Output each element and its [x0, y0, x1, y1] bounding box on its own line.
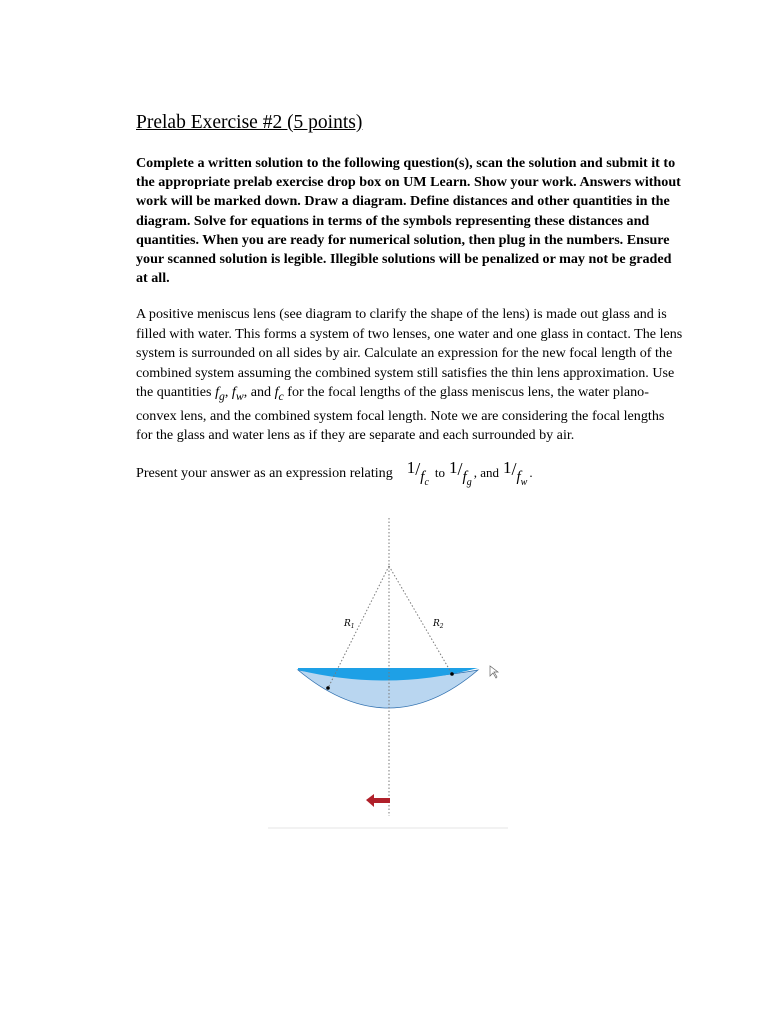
present-answer-line: [136, 459, 533, 489]
present-text: Present your answer as an expression relating: [136, 465, 393, 481]
r1-label: $R_1$: [344, 619, 355, 630]
instructions-paragraph: Complete a written solution to the following question(s), scan the solution and submit it to the appropriate prelab exercise drop box on UM Learn. Show your work. Answers without work will be marked down. Draw a diagram. Define distances and other quantities in the diagram. Solve for equations in terms of the symbols representing these distances and quantities. When you are ready for numerical solution, then plug in the numbers. Ensure your scanned solution is legible. Illegible solutions will be penalized or may not be graded at all.: [136, 155, 681, 287]
fraction-1-over-fc: $1/f_c$: [406, 458, 429, 488]
lens-diagram: [268, 516, 508, 832]
page-title: Prelab Exercise #2 (5 points): [136, 112, 363, 133]
separator: ,: [224, 384, 232, 401]
lens-diagram-svg: [268, 516, 508, 832]
symbol-fg: $f_g$: [215, 384, 225, 404]
fraction-1-over-fg: $1/f_g$: [449, 458, 472, 488]
connector-to: to: [434, 465, 446, 480]
r2-label: $R_2$: [433, 619, 444, 630]
symbol-fw: $f_w$: [231, 384, 244, 404]
r2-endpoint: [450, 672, 454, 676]
connector-and: , and: [473, 465, 499, 480]
problem-text-2: for the focal lengths of the glass meniscus lens, the water plano-convex lens, and the combined system focal length. Note we are considering the focal lengths for the glass and water lens as if they are separate and each surrounded by air.: [136, 384, 665, 444]
symbol-fc: $f_c$: [274, 384, 284, 404]
problem-text-1: A positive meniscus lens (see diagram to clarify the shape of the lens) is made out glass and is filled with water. This forms a system of two lenses, one water and one glass in contact. The lens system is surrounded on all sides by air. Calculate an expression for the new focal length of the combined system assuming the combined system still satisfies the thin lens approximation. Use the quantities: [136, 306, 683, 401]
period: .: [529, 465, 533, 480]
problem-paragraph: [136, 305, 684, 446]
r1-endpoint: [326, 686, 330, 690]
fraction-1-over-fw: $1/f_w$: [502, 458, 528, 488]
separator: , and: [243, 384, 275, 401]
